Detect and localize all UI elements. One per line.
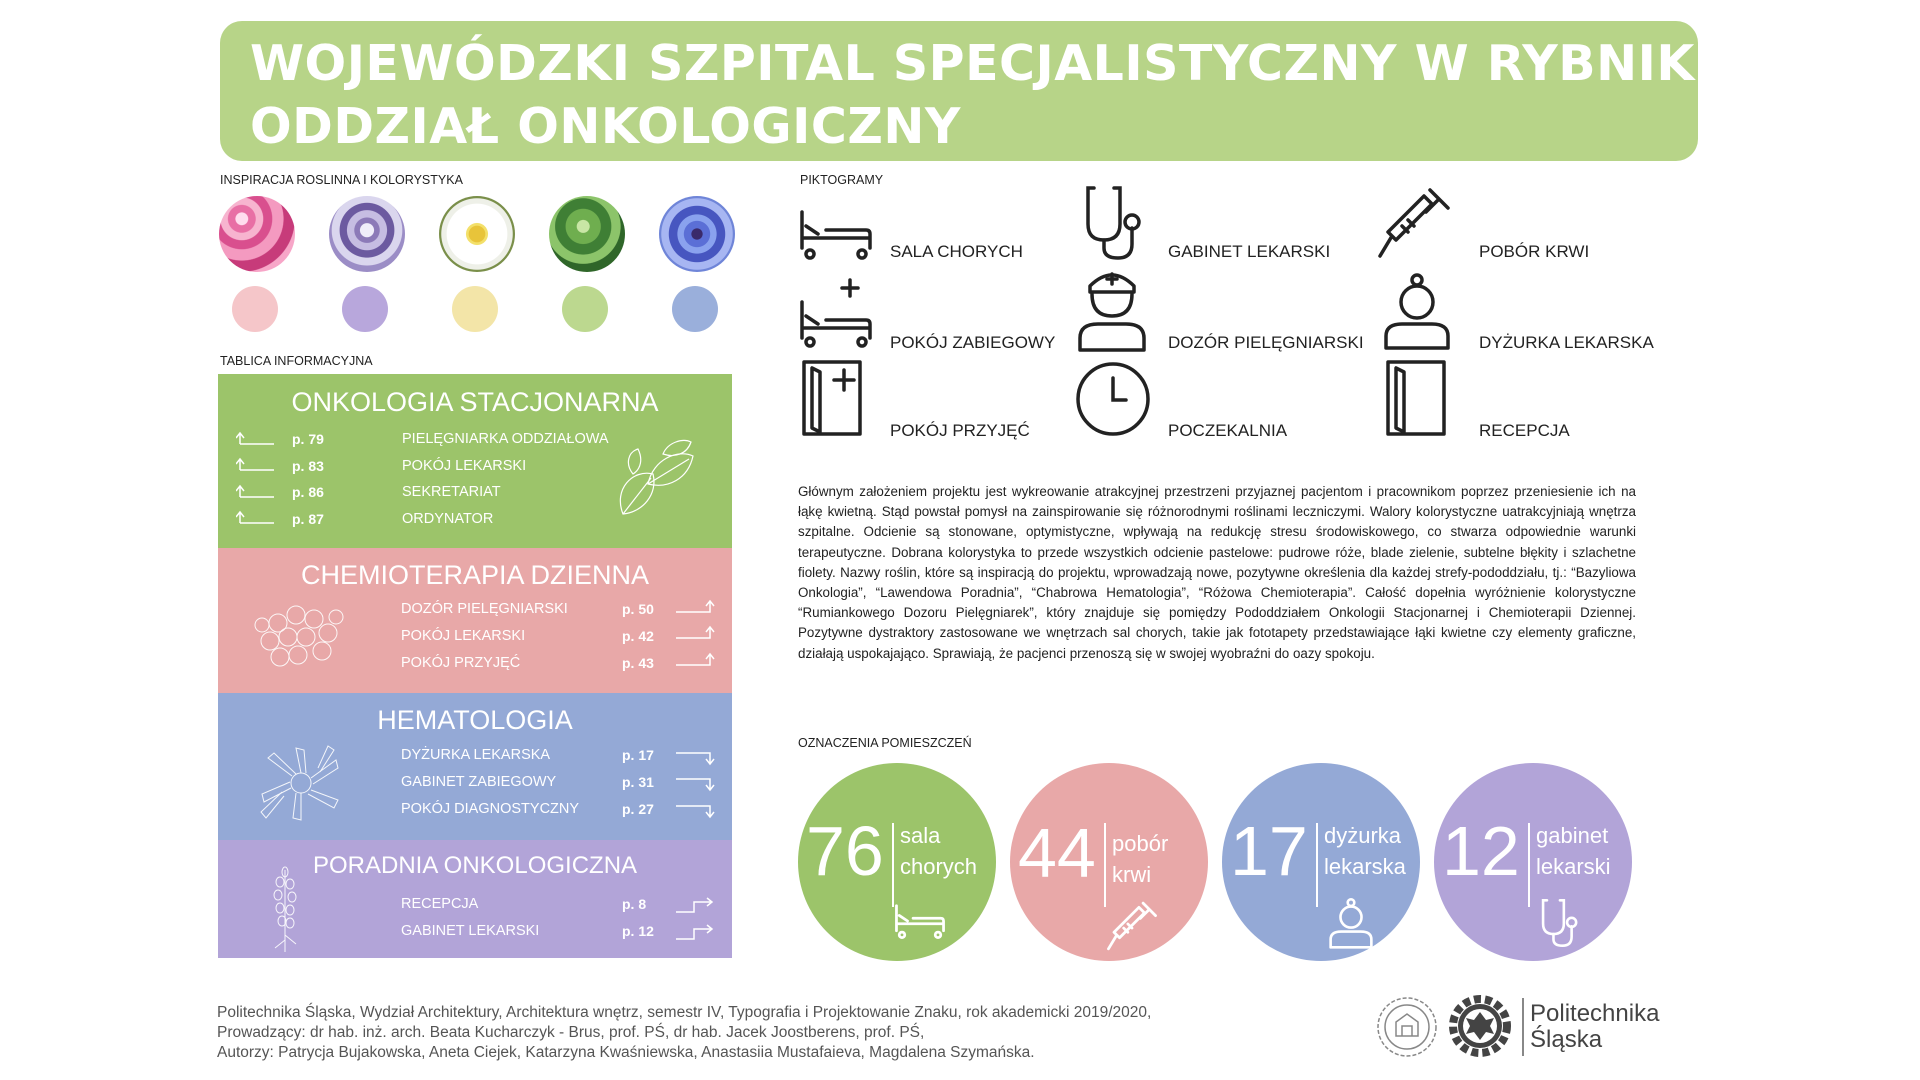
lavender-line-art-icon [260,860,310,956]
faculty-emblem-icon [1376,996,1438,1058]
chamomile-photo [439,196,515,272]
syringe-icon [1374,184,1454,262]
hydrangea-line-art-icon [248,593,358,683]
room-sign-text: sala [900,823,941,848]
room-label: POKÓJ LEKARSKI [401,628,526,644]
room-sign-text: gabinet [1536,823,1609,848]
panel-hematologia [218,693,732,840]
room-number: p. 17 [622,747,654,763]
university-name-line: Politechnika [1530,1000,1660,1027]
inspiration-label: INSPIRACJA ROSLINNA I KOLORYSTYKA [220,173,463,187]
blue-swatch [672,286,718,332]
lavender-swatch [342,286,388,332]
room-sign-divider [1104,823,1106,907]
clock-icon [1074,360,1152,438]
room-number: p. 8 [622,896,647,912]
room-number: p. 31 [622,774,654,790]
room-sign-dyzurka-lekarska [1222,763,1420,961]
room-label: SEKRETARIAT [402,484,501,500]
panel-title: CHEMIOTERAPIA DZIENNA [300,560,650,590]
room-number: p. 87 [292,511,324,527]
room-sign-text: lekarska [1324,854,1406,879]
project-description: Głównym założeniem projektu jest wykreowanie atrakcyjnej przestrzeni przyjaznej pacjentom i pracownikom poprzez przeniesienie ich na łąkę kwietną. Stąd powstał pomysł na zainspirowanie się różnorodnymi roślinami leczniczymi. Walory kolorystyczne uatrakcyjniają wnętrza szpitalne. Odcienie są stonowane, optymistyczne, wpływają na redukcję stresu środowiskowego, co stwarza odpowiednie warunki terapeutyczne. Dobrana kolorystyka to przede wszystkich odcienie pastelowe: pudrowe róże, blade zielenie, subtelne błękity i szlachetne fiolety. Nazwy roślin, które są inspiracją do projektu, wprowadzają nowe, pozytywne określenia dla każdej strefy-pododdziału, tj.: “Bazyliowa Onkologia”, “Lawendowa Poradnia”, “Chabrowa Hematologia”, “Różowa Chemioterapia”. Całość dopełnia wyróżnienie kolorystyczne “Rumiankowego Dozoru Pielęgniarek”, który znajduje się pomiędzy Pododdziałem Onkologii Stacjonarnej i Chemioterapii Dziennej. Pozytywne dystraktory zastosowane we wnętrzach sal chorych, takie jak fototapety przedstawiające łąki kwietne czy elementy graficzne, działają uspokajająco. Sprawiają, że pacjenci przenoszą się w swojej wyobraźni do oazy spokoju. [798,484,1636,661]
doctor-icon [1328,897,1374,949]
room-number: p. 79 [292,431,324,447]
arrow-up-right-icon [674,598,718,678]
room-label: DYŻURKA LEKARSKA [401,747,551,763]
logo-divider [1522,998,1524,1056]
page-subtitle: ODDZIAŁ ONKOLOGICZNY [250,98,961,155]
syringe-icon [1104,899,1160,953]
cornflower-line-art-icon [246,738,356,833]
room-label: PIELĘGNIARKA ODDZIAŁOWA [402,431,609,447]
cornflower-photo [659,196,735,272]
panel-chemioterapia-dzienna [218,548,732,693]
nurse-icon [1076,266,1148,352]
panel-title: PORADNIA ONKOLOGICZNA [312,852,638,879]
room-sign-gabinet-lekarski [1434,763,1632,961]
footer-line: Prowadzący: dr hab. inż. arch. Beata Kucharczyk - Brus, prof. PŚ, dr hab. Jacek Joostberens, prof. PŚ, [217,1024,925,1041]
rooms-label: OZNACZENIA POMIESZCZEŃ [798,736,972,750]
room-label: ORDYNATOR [402,511,494,527]
basil-line-art-icon [603,434,703,524]
basil-photo [549,196,625,272]
room-sign-number: 44 [1018,814,1096,892]
room-sign-divider [1316,823,1318,907]
room-label: GABINET LEKARSKI [401,923,540,939]
panel-poradnia-onkologiczna [218,840,732,958]
arrow-up-left-icon [236,430,276,540]
room-number: p. 86 [292,484,324,500]
room-number: p. 42 [622,628,654,644]
pictogram-label: POKÓJ ZABIEGOWY [890,333,1056,352]
room-sign-number: 12 [1442,812,1520,890]
pink-flower-photo [219,196,295,272]
room-label: RECEPCJA [401,896,479,912]
pictogram-label: DYŻURKA LEKARSKA [1479,333,1654,352]
yellow-swatch [452,286,498,332]
arrow-down-right-icon [674,749,718,829]
room-sign-divider [1528,823,1530,907]
stethoscope-icon [1074,184,1148,262]
room-number: p. 12 [622,923,654,939]
room-number: p. 83 [292,458,324,474]
room-number: p. 27 [622,801,654,817]
footer-line: Politechnika Śląska, Wydział Architektury, Architektura wnętrz, semestr IV, Typografia i Projektowanie Znaku, rok akademicki 2019/2020, [217,1004,1152,1021]
university-name [1530,1001,1659,1053]
hospital-bed-icon [892,903,948,939]
green-swatch [562,286,608,332]
room-sign-sala-chorych [798,763,996,961]
pictogram-label: POCZEKALNIA [1168,421,1288,440]
page-title: WOJEWÓDZKI SZPITAL SPECJALISTYCZNY W RYBNIKU [250,35,1735,92]
arrow-up-right-icon [674,892,718,948]
bed-plus-icon [796,276,876,348]
room-label: POKÓJ LEKARSKI [402,458,527,474]
room-label: POKÓJ PRZYJĘĆ [401,655,521,671]
room-sign-pobor-krwi [1010,763,1208,961]
stethoscope-icon [1534,897,1582,949]
door-plus-icon [800,358,864,438]
room-number: p. 50 [622,601,654,617]
header-banner [220,21,1735,161]
pictogram-label: RECEPCJA [1479,421,1570,440]
room-label: POKÓJ DIAGNOSTYCZNY [401,801,580,817]
room-sign-divider [892,823,894,907]
pictogram-label: POKÓJ PRZYJĘĆ [890,421,1030,440]
doctor-icon [1382,272,1452,350]
footer-line: Autorzy: Patrycja Bujakowska, Aneta Ciejek, Katarzyna Kwaśniewska, Anastasiia Mustafaieva, Magdalena Szymańska. [217,1044,1035,1061]
room-sign-text: chorych [900,854,978,879]
door-icon [1384,358,1448,438]
room-sign-text: krwi [1112,862,1152,887]
room-sign-text: lekarski [1536,854,1611,879]
university-name-line: Śląska [1530,1026,1603,1053]
pictograms-label: PIKTOGRAMY [800,173,884,187]
room-label: GABINET ZABIEGOWY [401,774,557,790]
panel-title: ONKOLOGIA STACJONARNA [291,387,659,417]
pictogram-label: DOZÓR PIELĘGNIARSKI [1168,333,1364,352]
room-label: DOZÓR PIELĘGNIARSKI [401,601,568,617]
pictogram-label: GABINET LEKARSKI [1168,242,1331,261]
pictogram-label: SALA CHORYCH [890,242,1023,261]
panel-onkologia-stacjonarna [218,374,732,548]
board-label: TABLICA INFORMACYJNA [220,354,373,368]
room-sign-text: dyżurka [1324,823,1402,848]
room-number: p. 43 [622,655,654,671]
hospital-bed-icon [796,208,876,260]
university-gear-logo-icon [1448,994,1512,1058]
room-sign-text: pobór [1112,831,1169,856]
pink-swatch [232,286,278,332]
pictogram-label: POBÓR KRWI [1479,242,1590,261]
lavender-photo [329,196,405,272]
panel-title: HEMATOLOGIA [377,705,573,735]
room-sign-number: 76 [806,812,884,890]
room-sign-number: 17 [1230,812,1308,890]
